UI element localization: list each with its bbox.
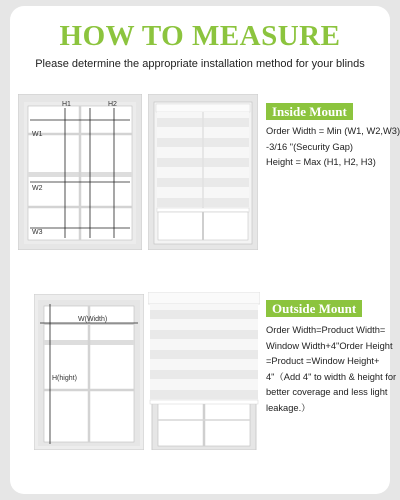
inside-mount-line: Order Width = Min (W1, W2,W3) — [266, 126, 400, 136]
inside-mount-description — [266, 124, 400, 171]
inside-mount-line: Height = Max (H1, H2, H3) — [266, 157, 376, 167]
width-label: W(Width) — [78, 316, 108, 323]
h2-label: H2 — [108, 101, 117, 108]
inside-mount-blind-image — [148, 94, 258, 250]
outside-mount-label: Outside Mount — [266, 300, 362, 317]
outside-mount-line: Order Width=Product Width= — [266, 325, 386, 335]
inside-mount-line: -3/16 "(Security Gap) — [266, 141, 354, 152]
height-label: H(hight) — [52, 375, 77, 382]
w2-label: W2 — [32, 185, 43, 192]
outside-mount-line: 4"（Add 4" to width & height for — [266, 371, 397, 382]
w1-label: W1 — [32, 131, 43, 138]
page-subtitle: Please determine the appropriate installation method for your blinds — [35, 58, 365, 70]
measure-card — [10, 6, 400, 494]
h1-label: H1 — [62, 101, 71, 108]
outside-mount-blind-image — [148, 292, 260, 450]
outside-mount-measure-diagram — [34, 294, 144, 450]
page-title: HOW TO MEASURE — [59, 20, 341, 52]
inside-mount-label: Inside Mount — [266, 103, 353, 120]
outside-mount-line: Window Width+4"Order Height — [266, 340, 393, 351]
w3-label: W3 — [32, 229, 43, 236]
outside-mount-line: =Product =Window Height+ — [266, 356, 380, 366]
outside-mount-line: leakage.） — [266, 402, 311, 413]
outside-mount-description — [266, 323, 397, 416]
outside-mount-line: better coverage and less light — [266, 387, 388, 397]
inside-mount-measure-diagram — [18, 94, 142, 250]
